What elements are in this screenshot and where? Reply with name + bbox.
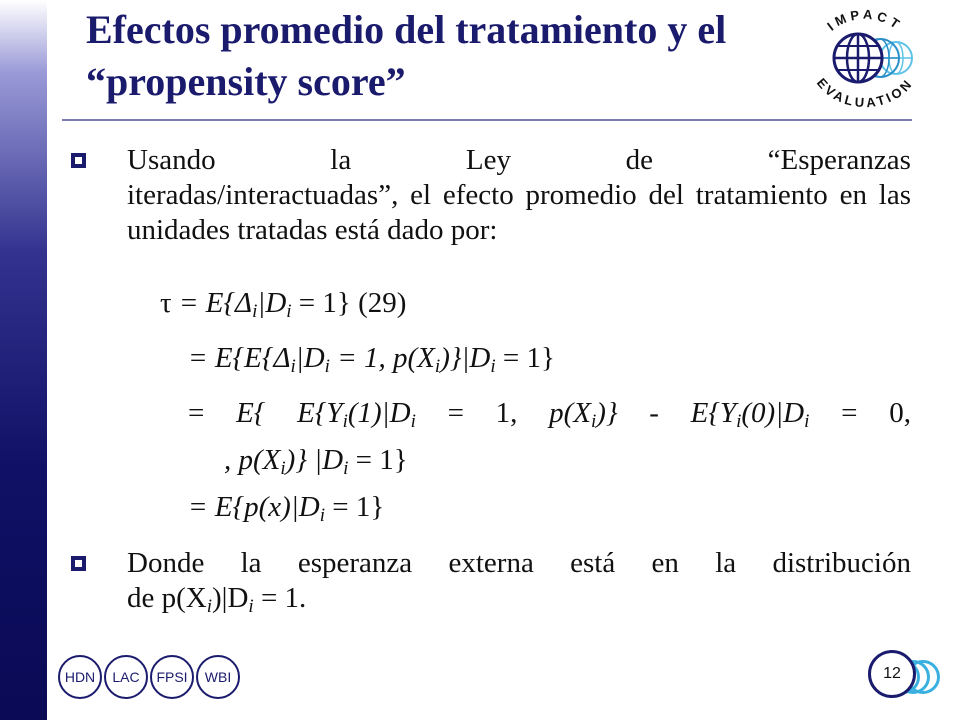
bullet-1-first-line (127, 143, 911, 178)
equation-3-line-1 (188, 396, 911, 439)
subscript: i (206, 596, 213, 617)
equation-3 (188, 396, 911, 486)
eq-token: = (188, 397, 205, 429)
eq-text: = 1. (253, 582, 307, 614)
bullet-2-line-2 (127, 581, 911, 624)
eq-token: E{Y (297, 397, 343, 429)
subscript: i (280, 458, 286, 479)
page-number-badge (868, 648, 948, 700)
subscript: i (490, 356, 496, 377)
eq-token: (0)|D (741, 397, 805, 429)
eq-token: p(X (549, 397, 591, 429)
logo-top-text: IMPACT (824, 6, 906, 34)
eq-token: 0, (889, 397, 911, 429)
bullet-1-text (127, 143, 911, 248)
bullet-2-text (127, 546, 911, 624)
eq-token: )} (596, 397, 618, 429)
eq-token: = (447, 397, 464, 429)
equation-4 (188, 490, 384, 533)
eq-text: |D (257, 287, 287, 319)
eq-token: - (649, 397, 659, 429)
eq-token: = (841, 397, 858, 429)
subscript: i (324, 356, 330, 377)
slide-title: Efectos promedio del tratamiento y el “propensity score” (86, 7, 727, 104)
word: “Esperanzas (767, 144, 911, 176)
subscript: i (410, 411, 416, 432)
page-number: 12 (868, 650, 916, 698)
word: Usando (127, 144, 216, 176)
subscript: i (343, 458, 349, 479)
globe-icon (834, 34, 912, 82)
subscript: i (286, 301, 292, 322)
subscript: i (804, 411, 810, 432)
word: Ley (465, 144, 511, 176)
eq-text: = 1, p(X (329, 342, 435, 374)
bullet-1-body: iteradas/interactuadas”, el efecto promedio del tratamiento en las unidades tratadas está dado por: (127, 179, 911, 246)
eq-token: E{Y (690, 397, 737, 429)
bullet-square-icon (71, 556, 86, 571)
eq-text: de p(X (127, 582, 207, 614)
org-wbi-badge: WBI (196, 655, 240, 699)
subscript: i (290, 356, 296, 377)
eq-text: )} |D (285, 444, 344, 476)
eq-text: = E{E{Δ (188, 342, 291, 374)
bullet-2-line-1: Donde la esperanza externa está en la distribución (127, 547, 911, 579)
eq-text: )}|D (440, 342, 491, 374)
org-lac-badge: LAC (104, 655, 148, 699)
subscript: i (736, 411, 742, 432)
eq-token: (1)|D (347, 397, 411, 429)
subscript: i (591, 411, 597, 432)
subscript: i (319, 505, 326, 526)
eq-text: = 1} (325, 491, 385, 523)
word: de (625, 144, 653, 176)
equation-1 (160, 286, 406, 329)
eq-text: |D (295, 342, 325, 374)
subscript: i (342, 411, 348, 432)
left-gradient-bar (0, 0, 47, 720)
eq-text: = 1} (495, 342, 555, 374)
subscript: i (248, 596, 254, 617)
org-hdn-badge: HDN (58, 655, 102, 699)
subscript: i (434, 356, 441, 377)
org-fpsi-badge: FPSI (150, 655, 194, 699)
subscript: i (252, 301, 258, 322)
eq-text: , p(X (224, 444, 281, 476)
logo-bottom-text: EVALUATION (813, 75, 917, 111)
title-divider (62, 119, 912, 121)
eq-token: E{ (236, 397, 266, 429)
eq-text: = 1} (29) (291, 287, 407, 319)
equation-3-line-2 (188, 443, 911, 486)
eq-text: = E{p(x)|D (188, 491, 320, 523)
bullet-square-icon (71, 153, 86, 168)
impact-evaluation-logo (800, 2, 930, 116)
footer-org-logos (58, 649, 248, 701)
equation-2 (188, 341, 555, 384)
eq-text: = E{Δ (171, 287, 253, 319)
svg-text:IMPACT (824, 7, 905, 34)
tau-symbol: τ (160, 287, 172, 319)
word: la (330, 144, 352, 176)
eq-text: = 1} (348, 444, 408, 476)
eq-text: )|D (212, 582, 249, 614)
eq-token: 1, (495, 397, 518, 429)
